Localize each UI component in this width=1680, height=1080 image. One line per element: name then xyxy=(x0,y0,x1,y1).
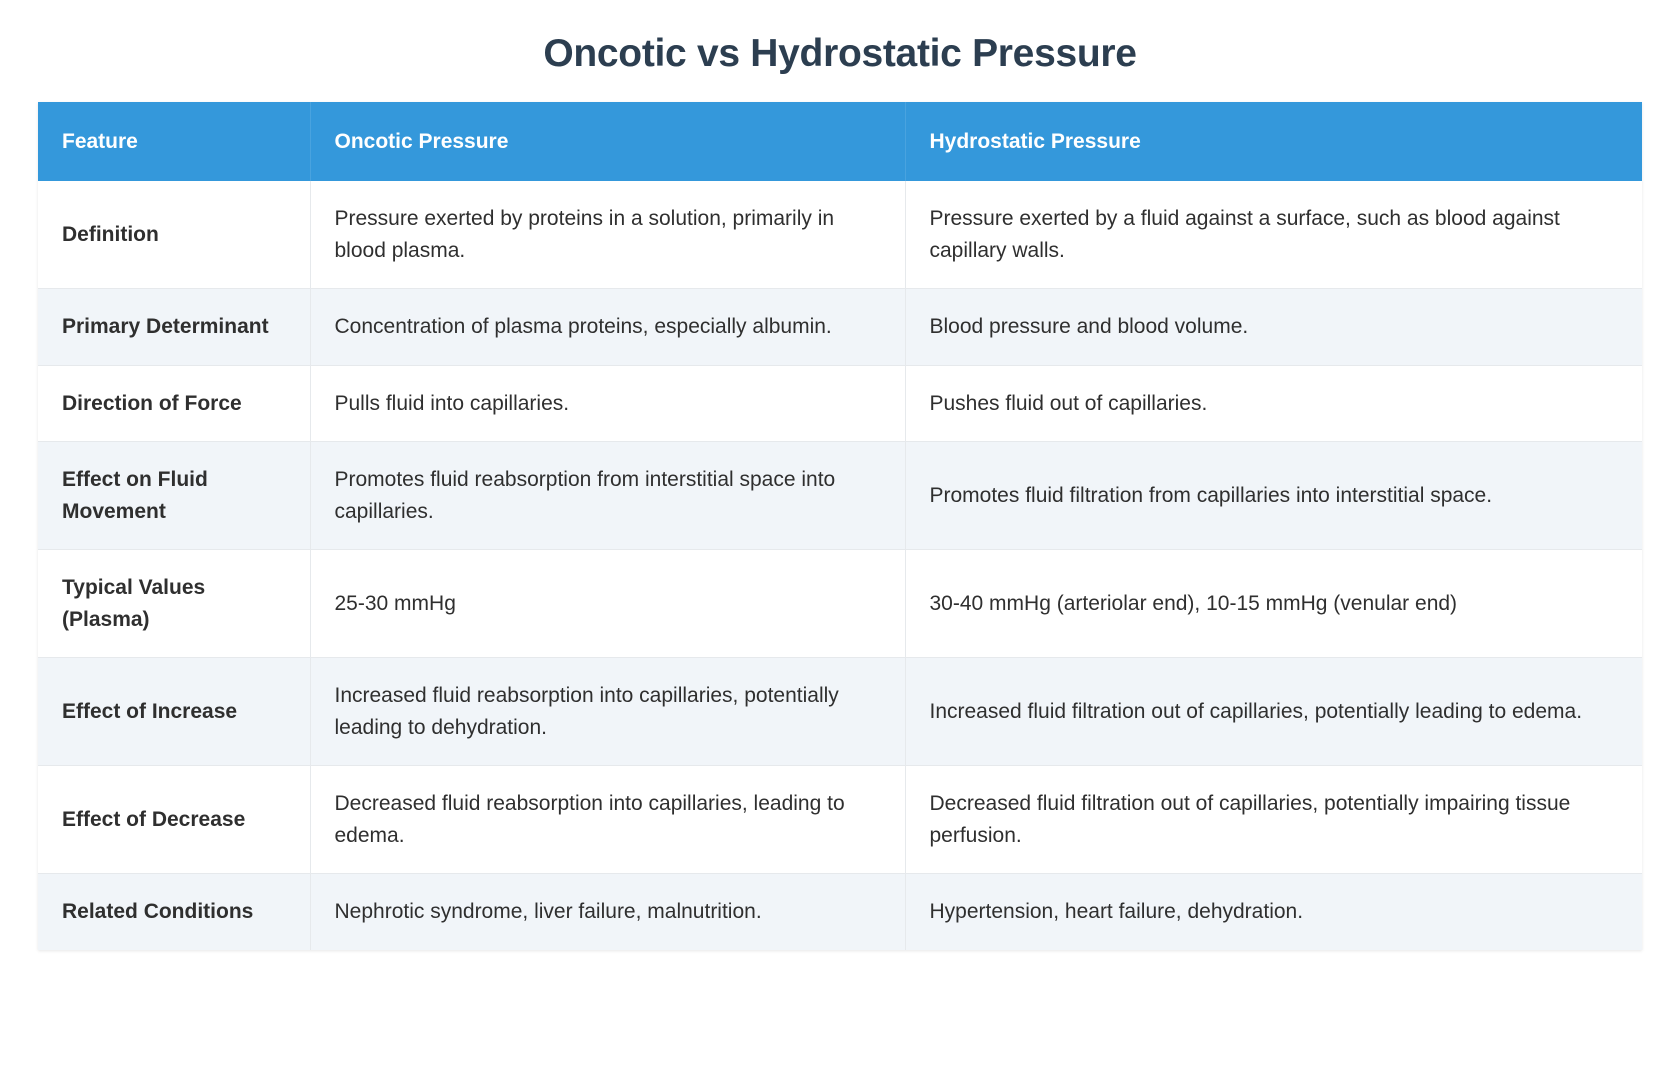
cell-feature: Effect of Increase xyxy=(38,658,310,766)
cell-hydrostatic-pressure: Blood pressure and blood volume. xyxy=(905,289,1642,366)
table-row xyxy=(38,442,1642,550)
cell-feature: Definition xyxy=(38,181,310,289)
column-header-hydrostatic-pressure: Hydrostatic Pressure xyxy=(905,102,1642,181)
cell-hydrostatic-pressure: 30-40 mmHg (arteriolar end), 10-15 mmHg (venular end) xyxy=(905,550,1642,658)
cell-oncotic-pressure: 25-30 mmHg xyxy=(310,550,905,658)
cell-feature: Related Conditions xyxy=(38,874,310,950)
cell-oncotic-pressure: Pulls fluid into capillaries. xyxy=(310,365,905,442)
table-header-row xyxy=(38,102,1642,181)
cell-hydrostatic-pressure: Pushes fluid out of capillaries. xyxy=(905,365,1642,442)
cell-oncotic-pressure: Promotes fluid reabsorption from interstitial space into capillaries. xyxy=(310,442,905,550)
comparison-table-container xyxy=(38,102,1642,950)
table-row xyxy=(38,365,1642,442)
table-row xyxy=(38,550,1642,658)
cell-hydrostatic-pressure: Pressure exerted by a fluid against a surface, such as blood against capillary walls. xyxy=(905,181,1642,289)
cell-feature: Primary Determinant xyxy=(38,289,310,366)
table-row xyxy=(38,874,1642,950)
table-row xyxy=(38,766,1642,874)
cell-oncotic-pressure: Decreased fluid reabsorption into capillaries, leading to edema. xyxy=(310,766,905,874)
page-title: Oncotic vs Hydrostatic Pressure xyxy=(543,32,1137,75)
cell-oncotic-pressure: Nephrotic syndrome, liver failure, malnutrition. xyxy=(310,874,905,950)
cell-feature: Typical Values (Plasma) xyxy=(38,550,310,658)
cell-oncotic-pressure: Concentration of plasma proteins, especially albumin. xyxy=(310,289,905,366)
table-row xyxy=(38,181,1642,289)
cell-hydrostatic-pressure: Increased fluid filtration out of capillaries, potentially leading to edema. xyxy=(905,658,1642,766)
cell-hydrostatic-pressure: Promotes fluid filtration from capillaries into interstitial space. xyxy=(905,442,1642,550)
cell-feature: Direction of Force xyxy=(38,365,310,442)
cell-feature: Effect on Fluid Movement xyxy=(38,442,310,550)
cell-oncotic-pressure: Increased fluid reabsorption into capillaries, potentially leading to dehydration. xyxy=(310,658,905,766)
table-row xyxy=(38,289,1642,366)
table-body xyxy=(38,181,1642,950)
column-header-feature: Feature xyxy=(38,102,310,181)
comparison-table xyxy=(38,102,1642,950)
table-row xyxy=(38,658,1642,766)
cell-feature: Effect of Decrease xyxy=(38,766,310,874)
column-header-oncotic-pressure: Oncotic Pressure xyxy=(310,102,905,181)
cell-hydrostatic-pressure: Decreased fluid filtration out of capillaries, potentially impairing tissue perfusion. xyxy=(905,766,1642,874)
table-header xyxy=(38,102,1642,181)
cell-oncotic-pressure: Pressure exerted by proteins in a solution, primarily in blood plasma. xyxy=(310,181,905,289)
cell-hydrostatic-pressure: Hypertension, heart failure, dehydration. xyxy=(905,874,1642,950)
